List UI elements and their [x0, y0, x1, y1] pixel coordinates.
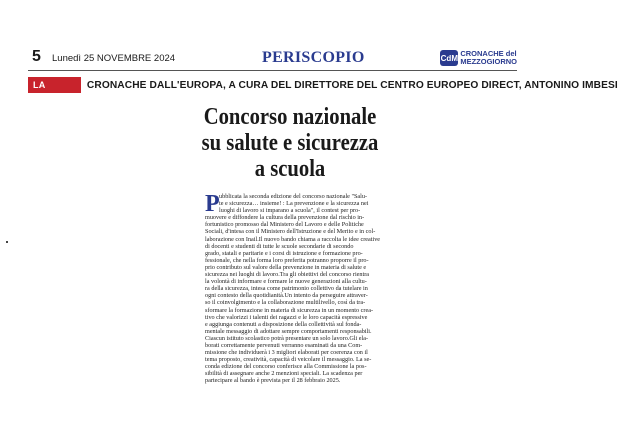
body-line: Sociali, d'intesa con il Ministero dell'Istruzione e del Merito e in col- [205, 228, 376, 236]
sister-line1: CRONACHE del [460, 49, 517, 58]
rubrica-bar [28, 77, 618, 102]
body-line: prio contributo sul valore della prevenzione in materia di salute e [205, 263, 367, 271]
body-line: missione che individuerà i 3 migliori elaborati per coerenza con il [205, 349, 368, 357]
rubrica-tag: LA RUBRICA [28, 77, 81, 93]
body-line: partecipare al bando è prevista per il 28 febbraio 2025. [205, 377, 341, 385]
page-number: 5 [32, 48, 41, 65]
body-line: tivo che valorizzi i talenti dei ragazzi e le loro capacità espressive [205, 313, 368, 321]
article-body [205, 193, 425, 385]
header-divider [28, 70, 517, 71]
body-line: mentale messaggio di adottare sempre comportamenti responsabili. [205, 327, 372, 335]
title-line: su salute e sicurezza [201, 130, 379, 156]
body-line: ra della sicurezza, intesa come patrimonio collettivo da tutelare in [205, 285, 368, 293]
body-line: tema proposto, creatività, capacità di veicolare il messaggio. La se- [205, 356, 372, 364]
cdm-logo-icon: CdM [440, 50, 458, 66]
rubrica-description: CRONACHE DALL'EUROPA, A CURA DEL DIRETTORE DEL CENTRO EUROPEO DIRECT, ANTONINO IMBESI [86, 79, 618, 91]
body-line: ogni contesto della quotidianità.Un intento da perseguire attraver- [205, 292, 368, 300]
body-line: la volontà di informare e formare le nuove generazioni alla cultu- [205, 278, 367, 286]
body-line: te e sicurezza… insieme! : La prevenzione e la sicurezza nei [219, 200, 369, 208]
article-title [195, 104, 384, 182]
title-line: a scuola [254, 156, 326, 182]
issue-date: Lunedì 25 NOVEMBRE 2024 [52, 53, 176, 64]
body-line: fortunistico promosso dal Ministero del Lavoro e delle Politiche [205, 221, 364, 229]
body-line: di docenti e studenti di tutte le scuole secondarie di secondo [205, 242, 354, 250]
body-line: ubblicata la seconda edizione del concorso nazionale "Salu- [219, 193, 368, 200]
title-line: Concorso nazionale [203, 104, 377, 130]
body-line: conda edizione del concorso conferisce alla Commissione la pos- [205, 363, 367, 371]
drop-cap: P [205, 191, 220, 217]
sister-publication-logo [440, 50, 517, 66]
margin-mark [6, 241, 8, 243]
sister-line2: MEZZOGIORNO [460, 57, 517, 66]
body-line: e aggiunga contenuti a disposizione della collettività sul fonda- [205, 320, 362, 328]
body-line: so il coinvolgimento e la collaborazione multilivello, così da tra- [205, 299, 366, 307]
body-line: grado, statali e paritarie e i corsi di istruzione e formazione pro- [205, 249, 363, 257]
body-line: sicurezza nei luoghi di lavoro.Tra gli obiettivi del concorso rientra [205, 271, 370, 279]
page-header [20, 48, 517, 72]
body-line: luoghi di lavoro si imparano a scuola", il contest per pro- [219, 207, 361, 215]
body-line: laborazione con Inail.Il nuovo bando chiama a raccolta le idee creative [205, 235, 381, 243]
masthead-title: PERISCOPIO [262, 49, 365, 66]
body-line: muovere e diffondere la cultura della prevenzione dal rischio in- [205, 214, 365, 222]
body-line: sformare la formazione in materia di sicurezza in un momento crea- [205, 306, 374, 314]
body-line: Ciascun istituto scolastico potrà presentare un solo lavoro.Gli ela- [205, 334, 369, 342]
body-line: fessionale, che nella forma loro preferita potranno proporre il pro- [205, 256, 369, 264]
body-line: borati correttamente pervenuti verranno esaminati da una Com- [205, 341, 363, 349]
body-line: sibilità di assegnare anche 2 menzioni speciali. La scadenza per [205, 370, 363, 378]
